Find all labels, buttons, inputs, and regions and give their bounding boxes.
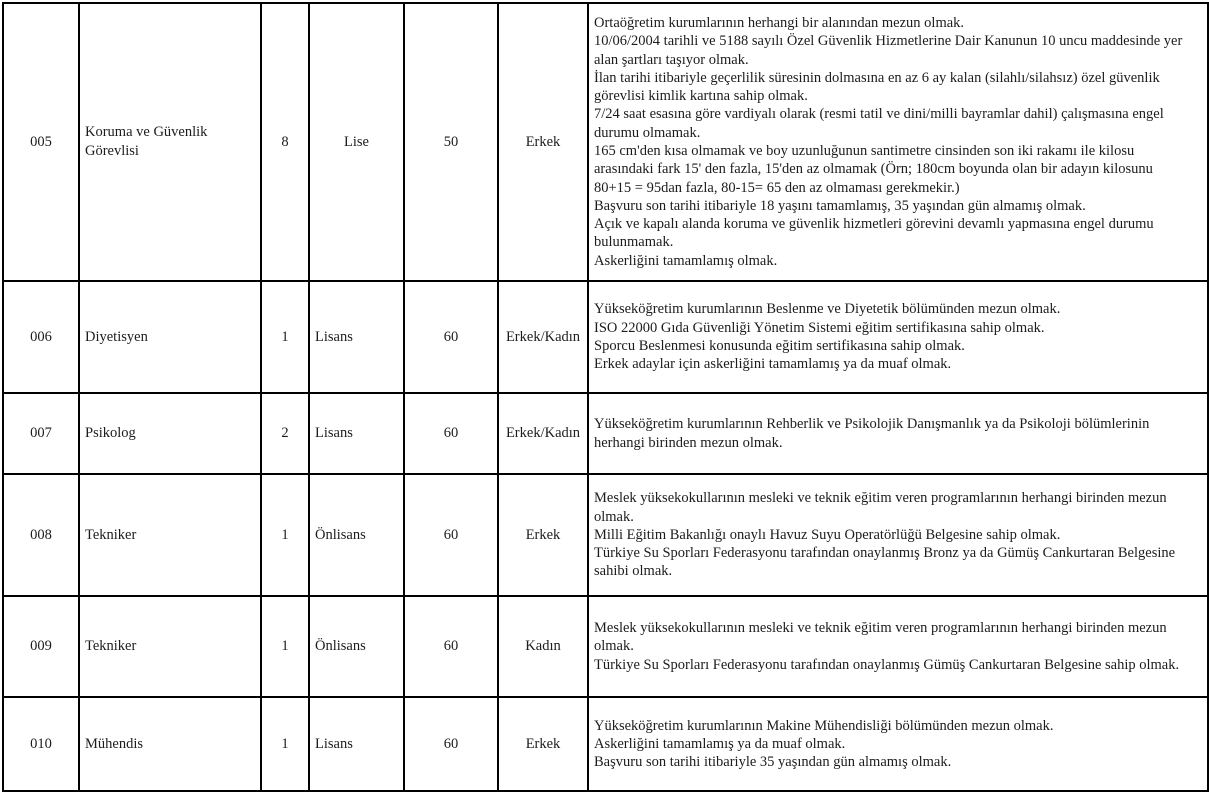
requirement-line: Yükseköğretim kurumlarının Beslenme ve Diyetetik bölümünden mezun olmak. (594, 301, 1061, 318)
cell-position-count: 1 (261, 474, 309, 596)
cell-position-count: 8 (261, 3, 309, 281)
cell-position-count: 2 (261, 393, 309, 474)
cell-position-count: 1 (261, 596, 309, 697)
cell-education-level: Lisans (309, 697, 404, 791)
cell-exam-score: 60 (404, 393, 498, 474)
cell-position-code: 008 (3, 474, 79, 596)
requirement-line: Meslek yüksekokullarının mesleki ve teknik eğitim veren programlarının herhangi birinden mezun olmak. (594, 490, 1167, 525)
requirement-line: Meslek yüksekokullarının mesleki ve teknik eğitim veren programlarının herhangi birinden mezun olmak. (594, 620, 1167, 655)
cell-exam-score: 60 (404, 474, 498, 596)
requirement-line: Sporcu Beslenmesi konusunda eğitim sertifikasına sahip olmak. (594, 338, 965, 354)
cell-position-title: Psikolog (79, 393, 261, 474)
requirement-line: Açık ve kapalı alanda koruma ve güvenlik hizmetleri görevini devamlı yapmasına engel durumu bulunmamak. (594, 216, 1154, 251)
cell-gender: Kadın (498, 596, 588, 697)
cell-requirements (588, 393, 1208, 474)
requirement-line: Askerliğini tamamlamış ya da muaf olmak. (594, 735, 846, 752)
cell-position-title: Koruma ve Güvenlik Görevlisi (79, 3, 261, 281)
document-page (0, 2, 1209, 792)
cell-exam-score: 50 (404, 3, 498, 281)
cell-position-count: 1 (261, 697, 309, 791)
requirement-line: ISO 22000 Gıda Güvenliği Yönetim Sistemi eğitim sertifikasına sahip olmak. (594, 319, 1045, 336)
cell-requirements (588, 596, 1208, 697)
cell-position-title: Tekniker (79, 474, 261, 596)
cell-exam-score: 60 (404, 596, 498, 697)
table-row (3, 474, 1208, 596)
cell-position-title: Diyetisyen (79, 281, 261, 393)
cell-gender: Erkek (498, 697, 588, 791)
cell-requirements (588, 697, 1208, 791)
cell-education-level: Lisans (309, 281, 404, 393)
cell-position-code: 005 (3, 3, 79, 281)
table-row (3, 281, 1208, 393)
requirement-line: 10/06/2004 tarihli ve 5188 sayılı Özel Güvenlik Hizmetlerine Dair Kanunun 10 uncu maddesinde yer alan şartları taşıyor olmak. (594, 33, 1183, 68)
cell-gender: Erkek (498, 474, 588, 596)
cell-position-count: 1 (261, 281, 309, 393)
cell-position-code: 006 (3, 281, 79, 393)
requirement-line: Türkiye Su Sporları Federasyonu tarafından onaylanmış Gümüş Cankurtaran Belgesine sahip olmak. (594, 656, 1180, 673)
requirement-line: Askerliğini tamamlamış olmak. (594, 252, 778, 269)
cell-requirements (588, 474, 1208, 596)
cell-exam-score: 60 (404, 697, 498, 791)
requirement-line: Türkiye Su Sporları Federasyonu tarafından onaylanmış Bronz ya da Gümüş Cankurtaran Belgesine sahibi olmak. (594, 545, 1176, 580)
cell-position-title: Mühendis (79, 697, 261, 791)
requirement-line: Ortaöğretim kurumlarının herhangi bir alanından mezun olmak. (594, 14, 965, 31)
requirement-line: Erkek adaylar için askerliğini tamamlamış ya da muaf olmak. (594, 356, 952, 373)
cell-exam-score: 60 (404, 281, 498, 393)
requirement-line: Milli Eğitim Bakanlığı onaylı Havuz Suyu Operatörlüğü Belgesine sahip olmak. (594, 526, 1061, 543)
requirement-line: Başvuru son tarihi itibariyle 35 yaşından gün almamış olmak. (594, 754, 952, 771)
cell-education-level: Lisans (309, 393, 404, 474)
job-table-body (3, 3, 1208, 791)
cell-position-code: 010 (3, 697, 79, 791)
cell-position-code: 007 (3, 393, 79, 474)
table-row (3, 3, 1208, 281)
cell-education-level: Önlisans (309, 596, 404, 697)
cell-education-level: Önlisans (309, 474, 404, 596)
cell-education-level: Lise (309, 3, 404, 281)
requirement-line: Başvuru son tarihi itibariyle 18 yaşını tamamlamış, 35 yaşından gün almamış olmak. (594, 197, 1086, 214)
table-row (3, 596, 1208, 697)
cell-requirements (588, 3, 1208, 281)
requirement-line: 7/24 saat esasına göre vardiyalı olarak (resmi tatil ve dini/milli bayramlar dahil) çalışmasına engel durumu olmamak. (594, 106, 1164, 141)
cell-requirements (588, 281, 1208, 393)
cell-gender: Erkek/Kadın (498, 393, 588, 474)
requirement-line: İlan tarihi itibariyle geçerlilik süresinin dolmasına en az 6 ay kalan (silahlı/silahsız) özel güvenlik görevlisi kimlik kartına sahip olmak. (594, 69, 1160, 105)
cell-position-title: Tekniker (79, 596, 261, 697)
cell-position-code: 009 (3, 596, 79, 697)
job-positions-table (2, 2, 1209, 792)
cell-gender: Erkek (498, 3, 588, 281)
requirement-line: Yükseköğretim kurumlarının Rehberlik ve Psikolojik Danışmanlık ya da Psikoloji bölümlerinin herhangi birinden mezun olmak. (594, 416, 1150, 451)
table-row (3, 393, 1208, 474)
requirement-line: Yükseköğretim kurumlarının Makine Mühendisliği bölümünden mezun olmak. (594, 717, 1054, 734)
cell-gender: Erkek/Kadın (498, 281, 588, 393)
requirement-line: 165 cm'den kısa olmamak ve boy uzunluğunun santimetre cinsinden son iki rakamı ile kilosu arasındaki fark 15' den fazla, 15'den az olmamak (Örn; 180cm boyunda olan bir adayın kilosunu 80+15 = 95dan fazla, 80-15= 65 den az olmaması gerekmekir.) (594, 143, 1153, 196)
table-row (3, 697, 1208, 791)
